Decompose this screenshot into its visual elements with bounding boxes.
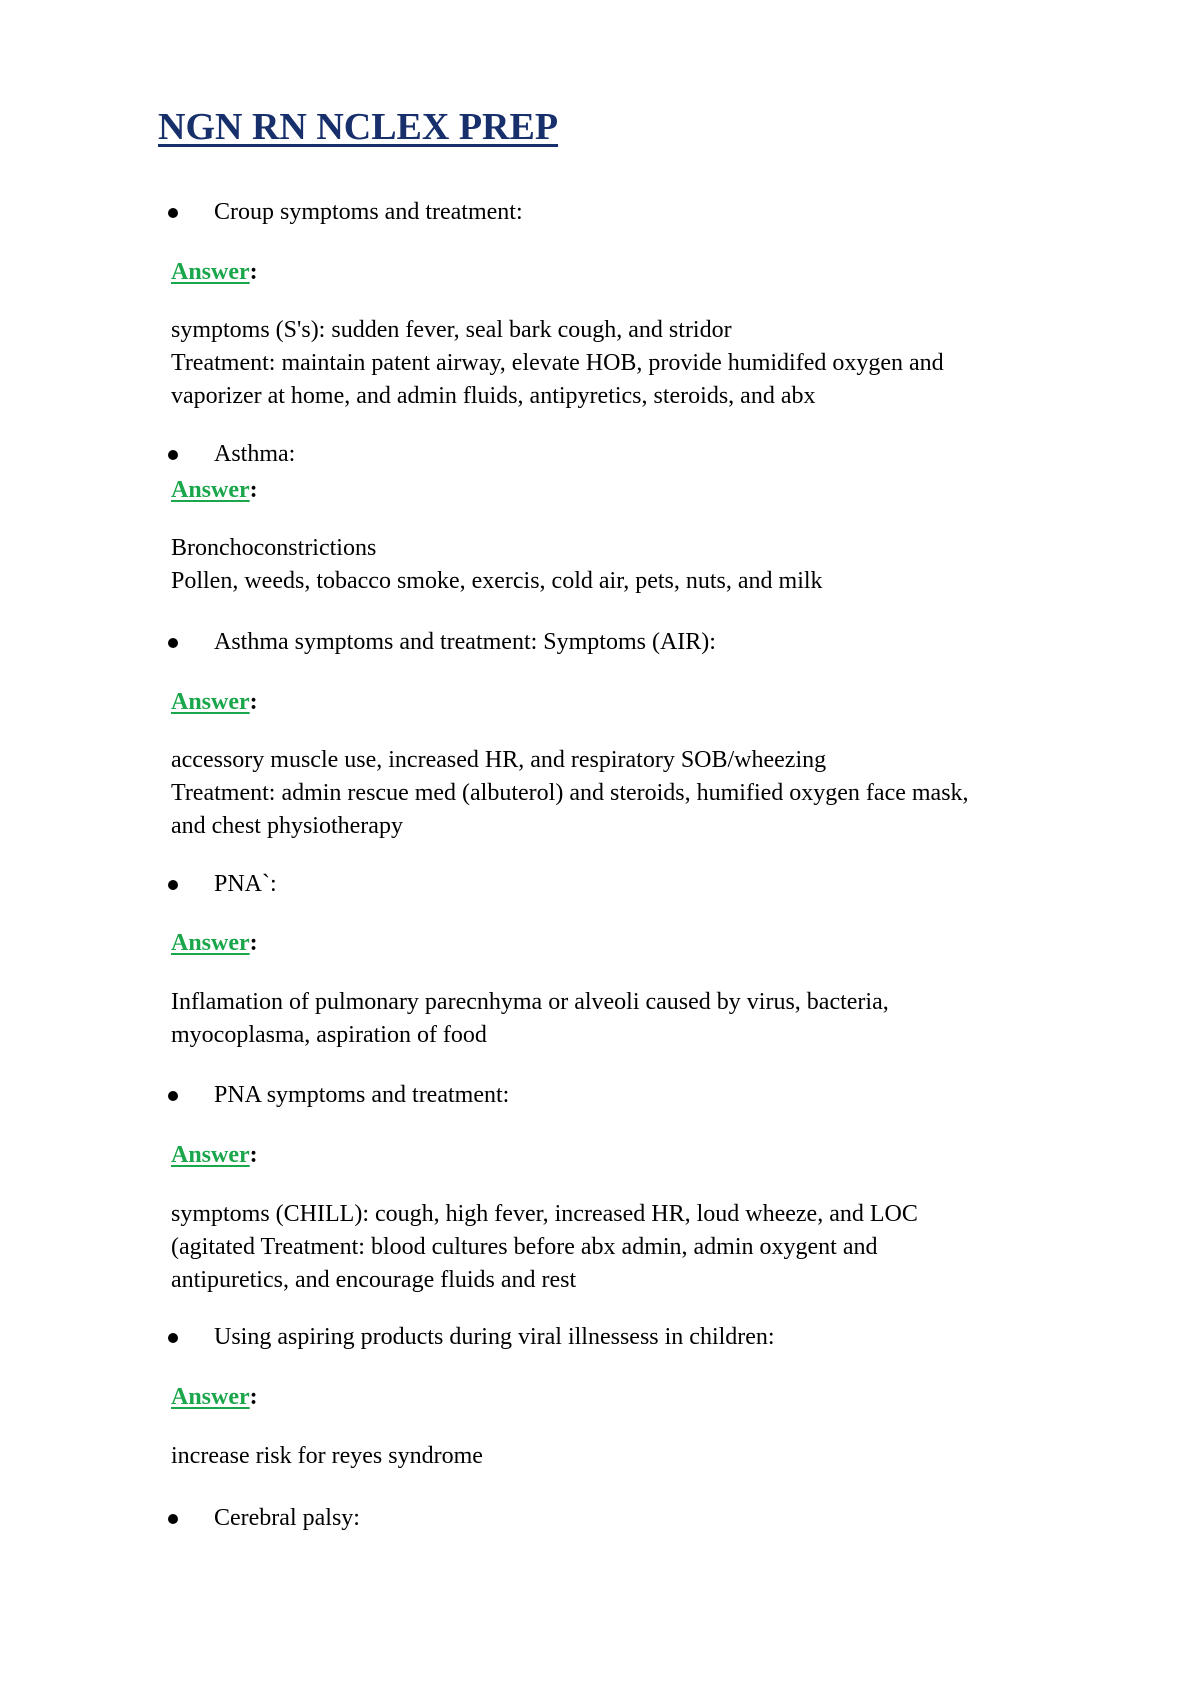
answer-text <box>171 532 1131 598</box>
question-text: Cerebral palsy: <box>214 1505 360 1531</box>
answer-text <box>171 1440 1131 1473</box>
answer-link[interactable]: Answer <box>171 1384 250 1410</box>
page-title: NGN RN NCLEX PREP <box>158 106 559 148</box>
question-text: Croup symptoms and treatment: <box>214 199 523 225</box>
bullet-icon <box>168 1333 178 1343</box>
answer-label: Answer: <box>171 689 258 715</box>
answer-link[interactable]: Answer <box>171 477 250 503</box>
answer-label: Answer: <box>171 1384 258 1410</box>
question-text: Using aspiring products during viral illnessess in children: <box>214 1324 775 1350</box>
answer-link[interactable]: Answer <box>171 259 250 285</box>
answer-label: Answer: <box>171 930 258 956</box>
question-text: Asthma: <box>214 441 296 467</box>
answer-label: Answer: <box>171 477 258 503</box>
answer-line: increase risk for reyes syndrome <box>171 1443 483 1469</box>
answer-line: Treatment: maintain patent airway, elevate HOB, provide humidifed oxygen and <box>171 350 944 376</box>
answer-label: Answer: <box>171 1142 258 1168</box>
answer-line: symptoms (CHILL): cough, high fever, increased HR, loud wheeze, and LOC <box>171 1201 918 1227</box>
answer-line: Bronchoconstrictions <box>171 535 377 561</box>
bullet-icon <box>168 208 178 218</box>
bullet-icon <box>168 638 178 648</box>
answer-link[interactable]: Answer <box>171 689 250 715</box>
bullet-icon <box>168 880 178 890</box>
answer-line: vaporizer at home, and admin fluids, antipyretics, steroids, and abx <box>171 383 816 409</box>
answer-text <box>171 314 1131 413</box>
question-text: PNA`: <box>214 871 277 897</box>
bullet-icon <box>168 1091 178 1101</box>
answer-text <box>171 986 1131 1052</box>
answer-line: antipuretics, and encourage fluids and rest <box>171 1267 577 1293</box>
question-text: Asthma symptoms and treatment: Symptoms (AIR): <box>214 629 716 655</box>
answer-link[interactable]: Answer <box>171 930 250 956</box>
answer-line: myocoplasma, aspiration of food <box>171 1022 487 1048</box>
answer-line: accessory muscle use, increased HR, and respiratory SOB/wheezing <box>171 747 827 773</box>
bullet-icon <box>168 1514 178 1524</box>
answer-line: symptoms (S's): sudden fever, seal bark cough, and stridor <box>171 317 732 343</box>
answer-line: and chest physiotherapy <box>171 813 403 839</box>
answer-line: Treatment: admin rescue med (albuterol) and steroids, humified oxygen face mask, <box>171 780 969 806</box>
answer-line: Pollen, weeds, tobacco smoke, exercis, cold air, pets, nuts, and milk <box>171 568 823 594</box>
answer-text <box>171 1198 1131 1297</box>
answer-link[interactable]: Answer <box>171 1142 250 1168</box>
bullet-icon <box>168 450 178 460</box>
answer-text <box>171 744 1131 843</box>
answer-line: Inflamation of pulmonary parecnhyma or alveoli caused by virus, bacteria, <box>171 989 889 1015</box>
question-text: PNA symptoms and treatment: <box>214 1082 510 1108</box>
answer-line: (agitated Treatment: blood cultures before abx admin, admin oxygent and <box>171 1234 878 1260</box>
answer-label: Answer: <box>171 259 258 285</box>
